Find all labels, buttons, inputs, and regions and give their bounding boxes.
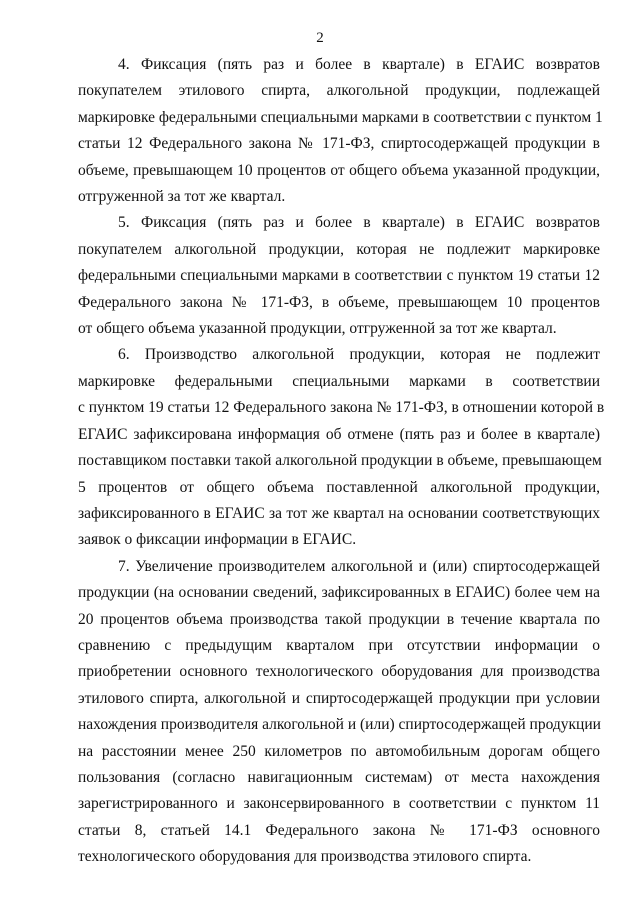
text-line: объеме, превышающем 10 процентов от общего объема указанной продукции, (78, 161, 600, 179)
document-body (78, 52, 605, 871)
text-line: маркировке федеральными специальными марками в соответствии с пунктом 1 (78, 108, 603, 126)
text-line: зарегистрированного и законсервированного в соответствии с пунктом 11 (78, 795, 600, 813)
text-line: заявок о фиксации информации в ЕГАИС. (78, 531, 357, 549)
text-line: технологического оборудования для производства этилового спирта. (78, 848, 532, 866)
text-line: сравнению с предыдущим кварталом при отсутствии информации о (78, 636, 600, 654)
text-line: на расстоянии менее 250 километров по автомобильным дорогам общего (78, 742, 600, 760)
text-line: зафиксированного в ЕГАИС за тот же квартал на основании соответствующих (78, 504, 600, 522)
text-line: пользования (согласно навигационным системам) от места нахождения (78, 768, 600, 786)
text-line: этилового спирта, алкогольной и спиртосодержащей продукции при условии (78, 689, 600, 707)
paragraph-p6 (78, 342, 605, 553)
text-line: статьи 8, статьей 14.1 Федерального закона № 171-ФЗ основного (78, 821, 600, 839)
text-line: 5 процентов от общего объема поставленной алкогольной продукции, (78, 478, 600, 496)
page-number: 2 (316, 30, 324, 46)
paragraph-p5 (78, 210, 600, 342)
text-line: отгруженной за тот же квартал. (78, 188, 286, 206)
paragraph-p7 (78, 554, 600, 871)
text-line: статьи 12 Федерального закона № 171-ФЗ, спиртосодержащей продукции в (78, 135, 600, 153)
text-line: приобретении основного технологического оборудования для производства (78, 663, 600, 681)
text-line: от общего объема указанной продукции, отгруженной за тот же квартал. (78, 320, 557, 338)
text-line: Федерального закона № 171-ФЗ, в объеме, превышающем 10 процентов (78, 293, 600, 311)
text-line: нахождения производителя алкогольной и (или) спиртосодержащей продукции (78, 716, 601, 734)
text-line: покупателем этилового спирта, алкогольной продукции, подлежащей (78, 82, 600, 100)
text-line: 20 процентов объема производства такой продукции в течение квартала по (78, 610, 600, 628)
text-line: 5. Фиксация (пять раз и более в квартале) в ЕГАИС возвратов (118, 214, 600, 232)
text-line: федеральными специальными марками в соответствии с пунктом 19 статьи 12 (78, 267, 600, 285)
text-line: 6. Производство алкогольной продукции, которая не подлежит (118, 346, 600, 364)
paragraph-p4 (78, 52, 603, 210)
text-line: маркировке федеральными специальными марками в соответствии (78, 372, 600, 390)
text-line: 7. Увеличение производителем алкогольной и (или) спиртосодержащей (118, 557, 600, 575)
text-line: с пунктом 19 статьи 12 Федерального закона № 171-ФЗ, в отношении которой в (78, 399, 605, 417)
text-line: поставщиком поставки такой алкогольной продукции в объеме, превышающем (78, 452, 602, 470)
text-line: продукции (на основании сведений, зафиксированных в ЕГАИС) более чем на (78, 584, 600, 602)
text-line: ЕГАИС зафиксирована информация об отмене (пять раз и более в квартале) (78, 425, 600, 443)
text-line: 4. Фиксация (пять раз и более в квартале) в ЕГАИС возвратов (118, 56, 600, 73)
text-line: покупателем алкогольной продукции, которая не подлежит маркировке (78, 240, 600, 258)
